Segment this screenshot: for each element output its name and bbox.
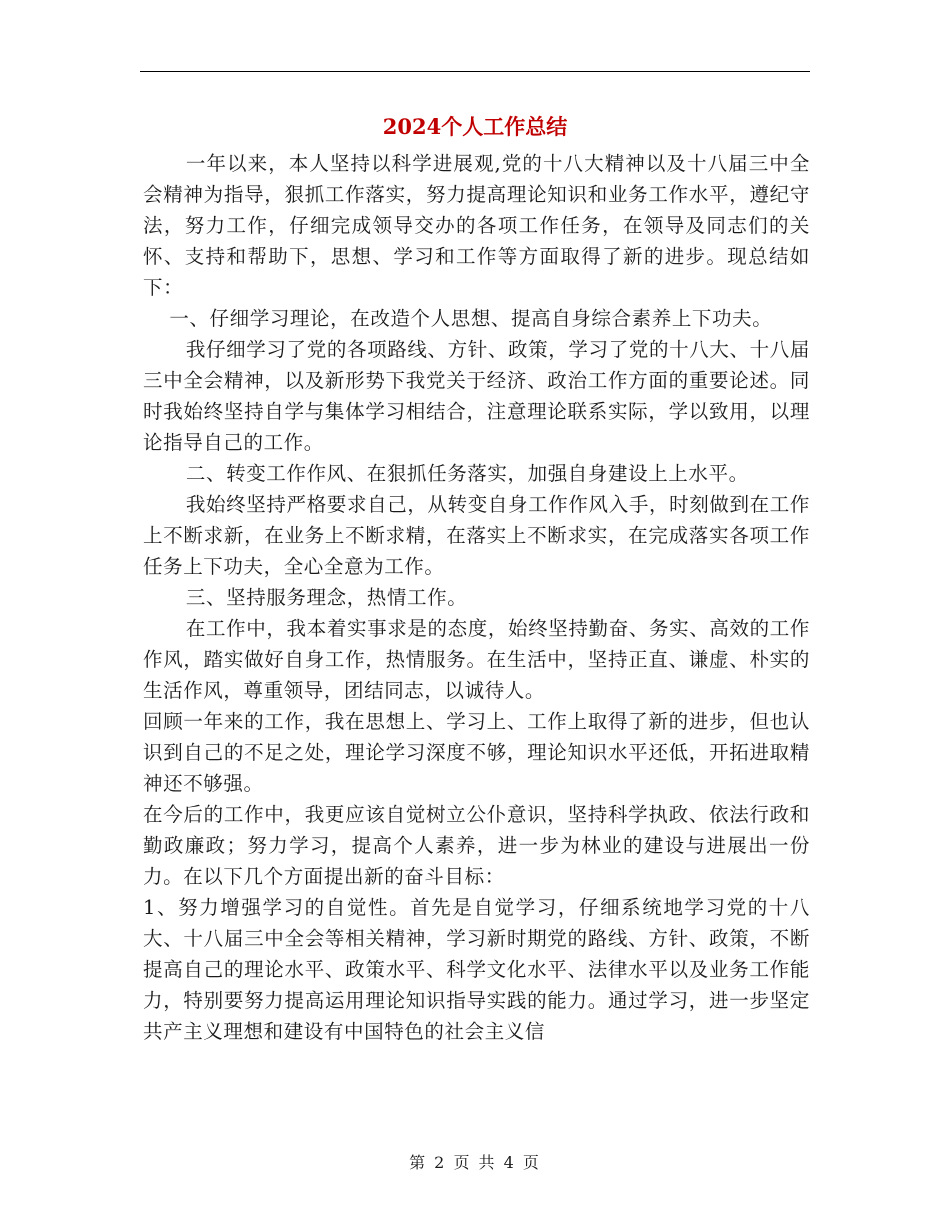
paragraph-section-1: 我仔细学习了党的各项路线、方针、政策，学习了党的十八大、十八届三中全会精神，以及新形势下我党关于经济、政治工作方面的重要论述。同时我始终坚持自学与集体学习相结合，注意理论联系实际，学以致用，以理论指导自己的工作。 bbox=[143, 338, 810, 454]
document-body bbox=[143, 148, 810, 1047]
section-heading-2: 二、转变工作作风、在狠抓任务落实，加强自身建设上上水平。 bbox=[185, 462, 749, 485]
section-heading-3: 三、坚持服务理念，热情工作。 bbox=[185, 586, 468, 609]
header-rule bbox=[140, 71, 810, 72]
paragraph-intro: 一年以来，本人坚持以科学进展观,党的十八大精神以及十八届三中全会精神为指导，狠抓工作落实，努力提高理论知识和业务工作水平，遵纪守法，努力工作，仔细完成领导交办的各项工作任务，在领导及同志们的关怀、支持和帮助下，思想、学习和工作等方面取得了新的进步。现总结如下： bbox=[143, 152, 810, 299]
paragraph-goal-1: 1、努力增强学习的自觉性。首先是自觉学习，仔细系统地学习党的十八大、十八届三中全会等相关精神，学习新时期党的路线、方针、政策，不断提高自己的理论水平、政策水平、科学文化水平、法律水平以及业务工作能力，特别要努力提高运用理论知识指导实践的能力。通过学习，进一步坚定共产主义理想和建设有中国特色的社会主义信 bbox=[143, 896, 810, 1043]
document-title: 2024个人工作总结 bbox=[382, 114, 568, 139]
paragraph-future: 在今后的工作中，我更应该自觉树立公仆意识，坚持科学执政、依法行政和勤政廉政；努力学习，提高个人素养，进一步为林业的建设与进展出一份力。在以下几个方面提出新的奋斗目标： bbox=[143, 803, 810, 888]
paragraph-review: 回顾一年来的工作，我在思想上、学习上、工作上取得了新的进步，但也认识到自己的不足之处，理论学习深度不够，理论知识水平还低，开拓进取精神还不够强。 bbox=[143, 710, 810, 795]
paragraph-section-3: 在工作中，我本着实事求是的态度，始终坚持勤奋、务实、高效的工作作风，踏实做好自身工作，热情服务。在生活中，坚持正直、谦虚、朴实的生活作风，尊重领导，团结同志，以诚待人。 bbox=[143, 617, 810, 702]
paragraph-section-2: 我始终坚持严格要求自己，从转变自身工作作风入手，时刻做到在工作上不断求新，在业务上不断求精，在落实上不断求实，在完成落实各项工作任务上下功夫，全心全意为工作。 bbox=[143, 493, 810, 578]
page-number-footer: 第 2 页 共 4 页 bbox=[409, 1153, 541, 1172]
section-heading-1: 一、仔细学习理论，在改造个人思想、提高自身综合素养上下功夫。 bbox=[169, 307, 773, 330]
